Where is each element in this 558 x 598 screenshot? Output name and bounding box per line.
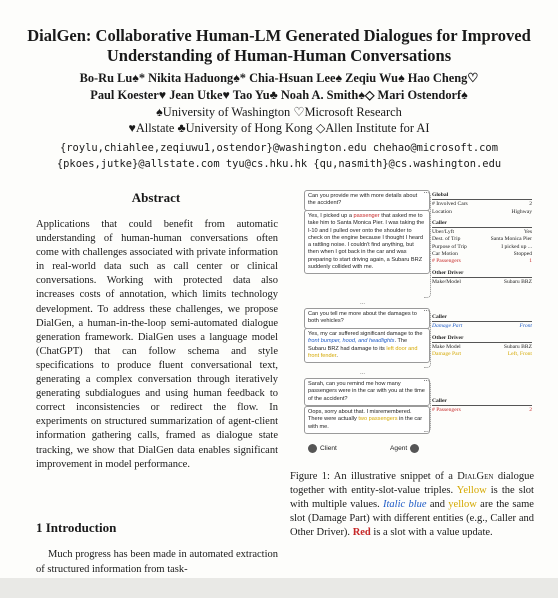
dialogue-turn-client [304,328,430,363]
caption-text: is a slot with a value update. [370,527,493,539]
dialogue-turn-client [304,210,430,274]
turn-text: . The Subaru BRZ had damage to its [308,338,408,352]
highlight-blue: front bumper, hood, and headlights [308,338,395,345]
email-line-1: {roylu,chiahlee,zeqiuwu1,ostendor}@washington.edu chehao@microsoft.com [60,142,498,154]
entity-caller: Caller [432,398,532,406]
dialogue-turn-client [304,406,430,434]
authors-line-1: Bo-Ru Lu♠* Nikita Haduong♠* Chia-Hsuan Lee♠ Zeqiu Wu♠ Hao Cheng♡ [79,71,479,85]
dialogue-turn-agent [304,308,430,329]
ellipsis: ... [360,300,366,306]
turn-brace [424,380,431,432]
agent-label: Agent [390,445,408,452]
person-icon [308,444,317,453]
affiliations [10,104,548,136]
bottom-band [0,578,558,598]
slot-row [432,251,532,258]
email-line-2: {pkoes,jutke}@allstate.com tyu@cs.hku.hk {qu,nasmith}@cs.washington.edu [56,158,502,170]
caption-text: are the same slot (Damage Part) with different entities (e.g., Caller and Other Driver). [290,499,534,539]
turn-text: Yes, I picked up a [308,213,354,219]
state-block-3 [432,398,532,415]
slot-value: Stopped [513,251,532,258]
caption-text: dialogue together with entity-slot-value triples. [290,471,535,497]
entity-other-driver: Other Driver [432,335,532,343]
highlight-yellow: left door and front fender [308,345,418,359]
slot-value: Left, Front [507,351,532,358]
caption-text: and [426,499,449,511]
slot-value: Subaru BRZ [503,278,532,285]
slot-value: 2 [529,201,532,208]
turn-text: Can you tell me more about the damages to both vehicles? [308,311,417,325]
dialogue-turn-agent [304,190,430,211]
highlight-yellow: two passengers [358,416,398,423]
turn-brace [424,310,431,368]
slot-row [432,351,532,358]
slot-value: 2 [529,407,532,414]
abstract-heading: Abstract [131,190,181,205]
turn-text: Yes, my car suffered significant damage to the [308,331,423,337]
figure-caption [290,470,534,540]
slot-value: Highway [511,208,532,215]
slot-row [432,244,532,251]
slot-name: Dest. of Trip [432,236,461,243]
turn-text: that asked me to take him to Santa Monica Pier. I was taking the I-10 and I pulled over onto the shoulder to check on the engine because I thought I heard a rattling noise. I couldn't find anything, but then when I got back in the car and was preparing to start driving again, a Subaru BRZ suddenly collided with me. [308,213,425,271]
slot-name: Damage Part [432,351,462,358]
caption-text: is the slot with multiple values. [290,485,534,511]
entity-global: Global [432,192,532,200]
slot-name: Uber/Lyft [432,229,455,236]
slot-name: # Passengers [432,258,461,265]
state-block-2 [432,314,532,358]
paper-title: DialGen: Collaborative Human-LM Generated Dialogues for Improved Understanding of Human-Human Conversations [27,26,531,65]
slot-row [432,407,532,414]
state-block-1 [432,192,532,286]
ellipsis: ... [360,370,366,376]
slot-value: Yes [523,229,532,236]
introduction-body: Much progress has been made in automated extraction of structured information from task- [36,549,278,575]
figure-1 [302,188,532,466]
slot-value: Subaru BRZ [503,343,532,350]
author-emails [6,140,552,172]
slot-row [432,258,532,265]
caption-blue: Italic blue [383,499,427,511]
slot-name: Damage Part [432,323,463,330]
affiliation-line-1: ♠University of Washington ♡Microsoft Research [156,105,402,119]
turn-text: in the car with me. [308,416,423,430]
slot-value: Santa Monica Pier [490,236,532,243]
author-list [12,70,546,104]
turn-text: . [336,352,338,359]
caption-yellow: Yellow [456,485,487,497]
slot-value: 1 [529,258,532,265]
dialogue-turn-agent [304,378,430,406]
slot-row [432,279,532,286]
slot-name: Make/Model [432,278,461,285]
client-speaker [308,444,337,453]
entity-other-driver: Other Driver [432,270,532,278]
slot-row [432,209,532,216]
section-heading-introduction: 1 Introduction [36,520,117,535]
slot-name: # Involved Cars [432,201,468,208]
turn-text: Oops, sorry about that. I misremembered. There were actually [308,409,412,423]
caption-text: Figure 1: An illustrative snippet of a [290,471,458,482]
agent-speaker [390,444,419,453]
highlight-red: passenger [353,213,380,219]
slot-row [432,323,532,330]
affiliation-line-2: ♥Allstate ♣University of Hong Kong ◇Allen Institute for AI [128,121,430,135]
slot-row [432,236,532,243]
turn-brace [424,192,431,298]
slot-name: Location [432,208,452,215]
slot-value: I picked up ... [501,243,532,250]
slot-name: Make Model [432,343,461,350]
turn-text: Can you provide me with more details about the accident? [308,193,418,207]
turn-text: Sarah, can you remind me how many passengers were in the car with you at the time of the accident? [308,381,425,402]
abstract-body: Applications that could benefit from automatic understanding of human-human conversations often come with challenges associated with private information in real-world data such as call center or clinical conversations. Working with protected data also increases costs of annotation, which limits technology development. To address these challenges, we propose DialGen, a human-in-the-loop semi-automated dialogue generation framework. DialGen uses a language model (ChatGPT) that can follow schema and style specifications to produce fluent conversational text, generating a complex conversation through iteratively generating subdialogues and using human feedback to correct inconsistencies or redirect the flow. In experiments on structured summarization of agent-client information gathering calls, framed as dialogue state tracking, we show that DialGen data enables significant improvement in model performance. [36,219,279,470]
slot-name: Car Motion [432,251,458,258]
slot-row [432,201,532,208]
slot-name: Purpose of Trip [432,243,467,250]
slot-name: # Passengers [432,407,461,414]
caption-red: Red [352,527,371,539]
entity-caller: Caller [432,314,532,322]
slot-value: Front [519,323,532,330]
entity-caller: Caller [432,220,532,228]
authors-line-2: Paul Koester♥ Jean Utke♥ Tao Yu♣ Noah A. Smith♠◇ Mari Ostendorf♠ [90,88,468,102]
person-icon [410,444,419,453]
client-label: Client [320,445,337,452]
caption-system-name: DialGen [457,471,494,482]
caption-yellow: yellow [448,499,477,511]
